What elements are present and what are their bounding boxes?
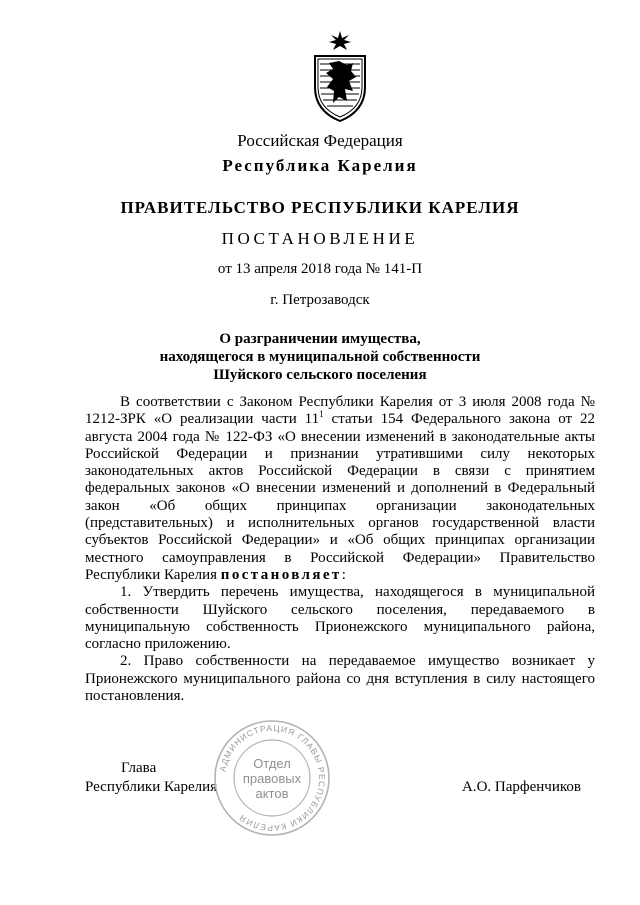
signatory-position [85,759,217,797]
stamp-line-3: актов [255,786,289,801]
preamble-text-main: статьи 154 Федерального закона от 22 августа 2004 года № 122-ФЗ «О внесении изменений в законодательные акты Российской Федерации и признании утратившими силу некоторых законодательных актов Российской Федерации в связи с принятием федеральных законов «О внесении изменений и дополнений в Федеральный закон «Об общих принципах организации законодательных (представительных) и исполнительных органов государственной власти субъектов Российской Федерации» и «Об общих принципах организации местного самоуправления в Российской Федерации» Правительство Республики Карелия [85,411,595,583]
authority-line: ПРАВИТЕЛЬСТВО РЕСПУБЛИКИ КАРЕЛИЯ [120,198,520,217]
signatory-name: А.О. Парфенчиков [462,779,581,795]
preamble-colon: : [341,566,346,583]
subject-line-2: находящегося в муниципальной собственности [159,349,481,365]
preamble-text-start: В соответствии с Законом Республики Карелия от 3 июля 2008 года № 1212-ЗРК «О реализации части 11 [85,394,595,428]
body-paragraph-2: 2. Право собственности на передаваемое имущество возникает у Прионежского муниципального района со дня вступления в силу настоящего постановления. [85,653,595,705]
stamp-line-1: Отдел [253,756,291,771]
body-paragraph-1: 1. Утвердить перечень имущества, находящегося в муниципальной собственности Шуйского сельского поселения, передаваемого в муниципальную собственность Прионежского муниципального района, согласно приложению. [85,584,595,653]
part-superscript: 1 [319,409,324,420]
stamp-line-2: правовых [242,771,302,786]
document-city: г. Петрозаводск [270,292,370,308]
document-type: ПОСТАНОВЛЕНИЕ [221,229,419,248]
body-paragraph-preamble [85,394,595,584]
stamp-ring-text: АДМИНИСТРАЦИЯ ГЛАВЫ РЕСПУБЛИКИ КАРЕЛИЯ [217,722,328,834]
subject-line-1: О разграничении имущества, [219,331,421,347]
legal-department-stamp [212,718,332,838]
document-date-number: от 13 апреля 2018 года № 141-П [217,261,423,277]
signatory-position-line-2: Республики Карелия [85,779,218,795]
country-line: Российская Федерация [237,131,403,150]
coat-of-arms-icon [309,29,371,123]
document-body [85,394,595,705]
subject-line-3: Шуйского сельского поселения [213,367,427,383]
republic-line: Республика Карелия [222,156,418,175]
resolves-word: постановляет [220,566,342,583]
signatory-position-line-1: Глава [121,760,157,776]
document-subject [0,330,640,384]
